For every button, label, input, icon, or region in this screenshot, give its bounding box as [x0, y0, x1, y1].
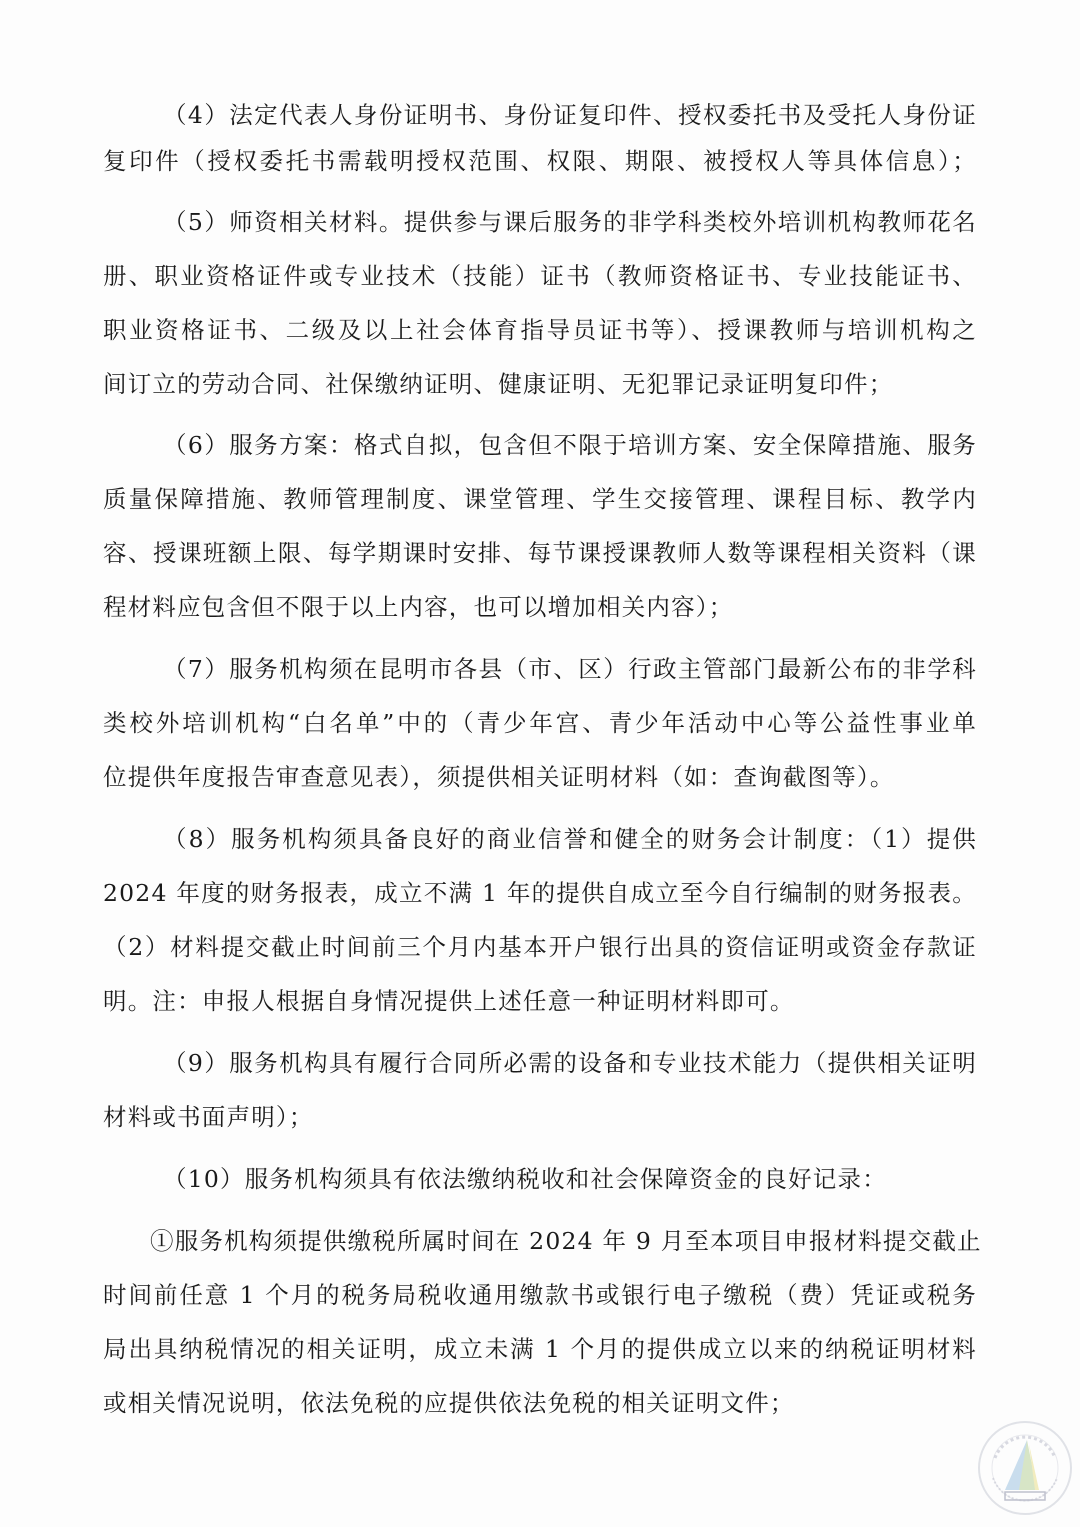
text-line: 明。注：申报人根据自身情况提供上述任意一种证明材料即可。 — [103, 987, 795, 1015]
text-line: （4）法定代表人身份证明书、身份证复印件、授权委托书及受托人身份证 — [163, 101, 977, 129]
text-line: 职业资格证书、二级及以上社会体育指导员证书等）、授课教师与培训机构之 — [103, 316, 977, 344]
text-line: 材料或书面声明）； — [103, 1103, 314, 1131]
text-line: （10）服务机构须具有依法缴纳税收和社会保障资金的良好记录： — [163, 1165, 887, 1193]
text-line: ①服务机构须提供缴税所属时间在 2024 年 9 月至本项目申报材料提交截止 — [150, 1227, 982, 1255]
text-line: 册、职业资格证件或专业技术（技能）证书（教师资格证书、专业技能证书、 — [103, 262, 977, 290]
school-seal-icon — [975, 1418, 1075, 1518]
text-line: 时间前任意 1 个月的税务局税收通用缴款书或银行电子缴税（费）凭证或税务 — [103, 1281, 977, 1309]
text-line: 局出具纳税情况的相关证明，成立未满 1 个月的提供成立以来的纳税证明材料 — [103, 1335, 977, 1363]
text-line: 位提供年度报告审查意见表），须提供相关证明材料（如：查询截图等）。 — [103, 763, 895, 791]
text-line: （5）师资相关材料。提供参与课后服务的非学科类校外培训机构教师花名 — [163, 208, 977, 236]
text-line: 类校外培训机构“白名单”中的（青少年宫、青少年活动中心等公益性事业单 — [103, 709, 977, 737]
text-line: （8）服务机构须具备良好的商业信誉和健全的财务会计制度：（1）提供 — [163, 825, 977, 853]
text-line: 或相关情况说明，依法免税的应提供依法免税的相关证明文件； — [103, 1389, 795, 1417]
text-line: 2024 年度的财务报表，成立不满 1 年的提供自成立至今自行编制的财务报表。 — [103, 879, 977, 907]
text-line: 间订立的劳动合同、社保缴纳证明、健康证明、无犯罪记录证明复印件； — [103, 370, 894, 398]
text-line: （7）服务机构须在昆明市各县（市、区）行政主管部门最新公布的非学科 — [163, 655, 977, 683]
text-line: （2）材料提交截止时间前三个月内基本开户银行出具的资信证明或资金存款证 — [103, 933, 977, 961]
text-line: 程材料应包含但不限于以上内容，也可以增加相关内容）； — [103, 593, 734, 621]
text-line: 复印件（授权委托书需载明授权范围、权限、期限、被授权人等具体信息）； — [103, 147, 977, 175]
text-line: （9）服务机构具有履行合同所必需的设备和专业技术能力（提供相关证明 — [163, 1049, 977, 1077]
text-line: （6）服务方案：格式自拟，包含但不限于培训方案、安全保障措施、服务 — [163, 431, 977, 459]
text-line: 质量保障措施、教师管理制度、课堂管理、学生交接管理、课程目标、教学内 — [103, 485, 977, 513]
text-line: 容、授课班额上限、每学期课时安排、每节课授课教师人数等课程相关资料（课 — [103, 539, 977, 567]
